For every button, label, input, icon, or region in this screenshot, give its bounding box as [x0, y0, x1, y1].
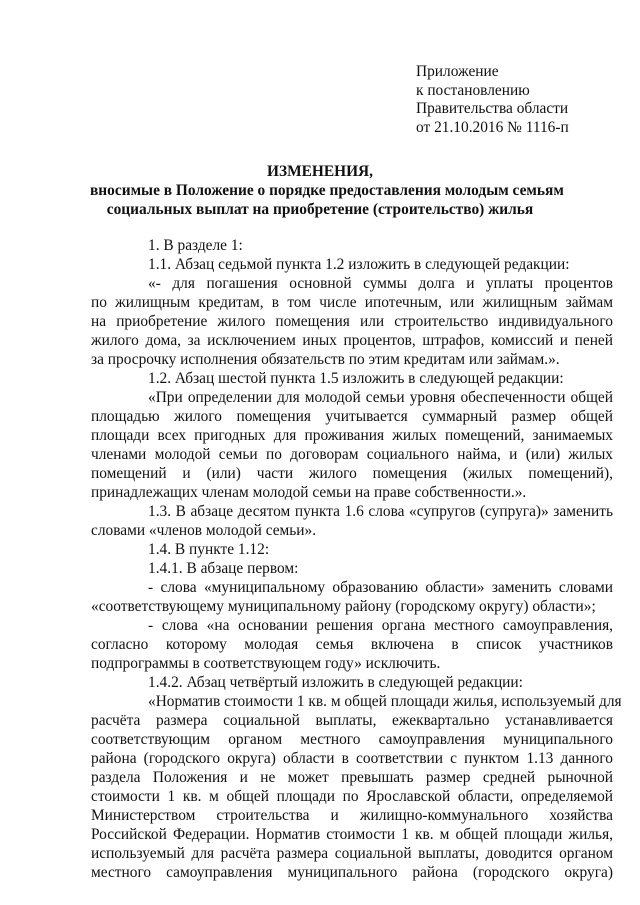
text-line: 1.3. В абзаце десятом пункта 1.6 слова «супругов (супруга)» заменить	[148, 503, 613, 520]
text-line: местного самоуправления муниципального района (городского округа)	[91, 864, 613, 881]
text-line: «соответствующему муниципальному району (городскому округу) области»;	[91, 598, 596, 615]
text-line: стоимости 1 кв. м общей площади по Ярославской области, определяемой	[91, 788, 613, 805]
document-body	[91, 236, 622, 882]
text-line: района (городского округа) области в соответствии с пунктом 1.13 данного	[91, 750, 613, 767]
title-subtitle-line: вносимые в Положение о порядке предоставления молодым семьям	[90, 182, 564, 199]
annex-line: Приложение	[416, 63, 499, 80]
text-line: «Норматив стоимости 1 кв. м общей площади жилья, используемый для	[148, 693, 622, 710]
annex-header	[416, 63, 616, 137]
text-line: за просрочку исполнения обязательств по этим кредитам или займам.».	[91, 351, 560, 368]
annex-line: от 21.10.2016 № 1116-п	[416, 118, 569, 136]
text-line: подпрограммы в соответствующем году» исключить.	[91, 655, 441, 672]
text-line: - слова «муниципальному образованию области» заменить словами	[148, 579, 613, 596]
text-line: 1.4.1. В абзаце первом:	[148, 560, 299, 577]
text-line: площади всех пригодных для проживания жилых помещений, занимаемых	[91, 427, 613, 444]
annex-line: к постановлению	[416, 81, 530, 99]
text-line: членами молодой семьи по договорам социального найма, и (или) жилых	[91, 446, 613, 463]
text-line: принадлежащих членам молодой семьи на праве собственности.».	[91, 484, 527, 501]
title-subtitle-line: социальных выплат на приобретение (строительство) жилья	[106, 201, 534, 218]
text-line: помещений и (или) части жилого помещения (жилых помещений),	[91, 465, 613, 482]
text-line: площадью жилого помещения учитывается суммарный размер общей	[91, 408, 613, 425]
annex-line: Правительства области	[416, 100, 569, 117]
text-line: «- для погашения основной суммы долга и уплаты процентов	[148, 275, 613, 292]
text-line: 1.4. В пункте 1.12:	[148, 541, 270, 558]
text-line: 1.1. Абзац седьмой пункта 1.2 изложить в следующей редакции:	[148, 256, 570, 273]
text-line: 1. В разделе 1:	[148, 237, 243, 254]
text-line: 1.4.2. Абзац четвёртый изложить в следующей редакции:	[148, 674, 523, 691]
text-line: раздела Положения и не может превышать размер средней рыночной	[91, 769, 613, 786]
text-line: согласно которому молодая семья включена в список участников	[91, 636, 613, 653]
text-line: - слова «на основании решения органа местного самоуправления,	[148, 617, 613, 634]
text-line: жилого дома, за исключением иных процентов, штрафов, комиссий и пеней	[91, 332, 613, 349]
text-line: «При определении для молодой семьи уровня обеспеченности общей	[148, 389, 613, 406]
text-line: Министерством строительства и жилищно-коммунального хозяйства	[91, 807, 613, 824]
text-line: 1.2. Абзац шестой пункта 1.5 изложить в следующей редакции:	[148, 370, 564, 387]
document-title	[90, 162, 564, 219]
text-line: по жилищным кредитам, в том числе ипотечным, или жилищным займам	[91, 294, 613, 311]
text-line: соответствующим органом местного самоуправления муниципального	[91, 731, 613, 748]
text-line: словами «членов молодой семьи».	[91, 522, 317, 539]
text-line: используемый для расчёта размера социальной выплаты, доводится органом	[91, 845, 613, 862]
title-heading: ИЗМЕНЕНИЯ,	[266, 163, 374, 180]
text-line: расчёта размера социальной выплаты, ежеквартально устанавливается	[91, 712, 613, 729]
text-line: Российской Федерации. Норматив стоимости 1 кв. м общей площади жилья,	[91, 826, 613, 843]
text-line: на приобретение жилого помещения или строительство индивидуального	[91, 313, 613, 330]
